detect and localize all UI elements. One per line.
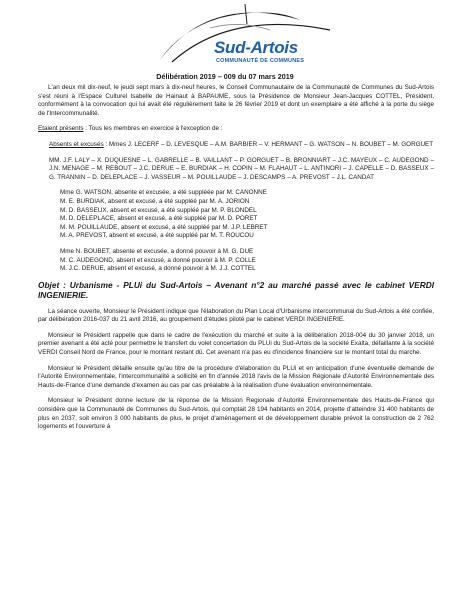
list-item: M. J.C. DERUE, absent et excusé, a donné pouvoir à M. J.J. COTTEL: [60, 265, 256, 273]
presents-label: Etaient présents: [38, 125, 84, 133]
objet-heading: Objet : Urbanisme - PLUi du Sud-Artois – Avenant n°2 au marché passé avec le cabinet VERDI INGENIERIE.: [38, 279, 434, 301]
list-item: Mme G. WATSON, absente et excusée, a été suppléée par M. CANONNE: [60, 189, 267, 197]
logo-name: Sud-Artois: [214, 38, 298, 57]
deliberation-title: Délibération 2019 – 009 du 07 mars 2019: [156, 72, 294, 81]
pouvoirs-list: [60, 248, 434, 274]
list-item: Mme N. BOUBET, absente et excusée, a donné pouvoir à M. G. DUE: [60, 247, 254, 255]
list-item: M. A. PREVOST, absent et excusé, a été suppléé par M. T. ROUCOU: [60, 232, 254, 240]
list-item: M. M. POUILLAUDE, absent et excusé, a été suppléé par M. J.P. LEBRET: [60, 223, 268, 231]
logo-subtitle: COMMUNAUTÉ DE COMMUNES: [216, 58, 305, 64]
paragraph: Monsieur le Président détaille ensuite qu'au titre de la procédure d'élaboration du PLUi et en anticipation d'une éventuelle demande de l'Autorité Environnementale, l'intercommunalité a sollicité en fin d'année 2018 l'avis de la Mission Régionale d'Autorité Environnementale des Hauts-de-France d'une demande d'examen au cas par cas préalable à la réalisation d'une évaluation environnementale.: [38, 364, 434, 389]
absents-label: Absents et excusés: [49, 140, 104, 148]
paragraph: Monsieur le Président donne lecture de la réponse de la Mission Regionale d'Autorité Environnementale des Hauts-de-France qui considère que la Communauté de Communes du Sud-Artois, qui comptait 28 194 habitants en 2014, projette d'atteindre 31 400 habitants de plus en 2037, soit environ 3 000 habitants de plus, le projet d'aménagement et de développement durable prévoit la construction de 2 762 logements et l'ouverture à: [38, 397, 434, 431]
list-item: M. D. DELEPLACE, absent et excusé, a été suppléé par M. D. PORET: [60, 215, 258, 223]
suppleances-list: [60, 189, 434, 241]
document-body: [38, 84, 434, 439]
list-item: M. D. BASSEUX, absent et excusé, a été suppléé par M. P. BLONDEL: [60, 206, 257, 214]
absents-text: : Mmes J. LECERF – D. LEVESQUE – A.M. BARBIER – V. HERMANT – G. WATSON – N. BOUBET – M. GORGUET: [103, 140, 434, 148]
presents-text: : Tous les membres en exercice à l'exception de :: [83, 125, 223, 133]
paragraph: La séance ouverte, Monsieur le Président indique que l'élaboration du Plan Local d'Urbanisme intercommunal du Sud-Artois a été confiée, par délibération 2016-037 du 21 avril 2016, au groupement d'études piloté par le cabinet VERDI INGENIERIE.: [38, 307, 434, 324]
absents-line: [49, 141, 434, 150]
messieurs-list: MM. J.F. LALY – X. DUQUESNE – L. GABRELLE – B. VAILLANT – P. GORGUET – B. BRONNIART – J.C. MAYEUX – C. AUDEGOND – J.N. MENAGE – M. REBOUT – J.C. DERUE – E. BURDIAK – H. COPIN – M. FLAHAUT – L. ANTINORI – J. CAPELLE – D. BASSEUX – G. TRANNIN – D. DELEPLACE – J. VASSEUR – M. POUILLAUDE – J. DESCAMPS – A. PREVOST – J.L. CANDAT: [49, 156, 434, 181]
list-item: M. E. BURDIAK, absent et excusé, a été suppléé par M. A. JORION: [60, 197, 250, 205]
intro-paragraph: L'an deux mil dix-neuf, le jeudi sept mars à dix-neuf heures, le Conseil Communautaire de la Communauté de Communes du Sud-Artois s'est réuni à l'Espace Culturel Isabelle de Hainaut à BAPAUME, sous la Présidence de Monsieur Jean-Jacques COTTEL, Président, conformément à la convocation qui lui avait été régulièrement faite le 26 février 2019 et dont un exemplaire a été affiché à la porte du siège de l'Intercommunalité.: [38, 84, 434, 117]
paragraph: Monsieur le Président rappelle que dans le cadre de l'exécution du marché et suite à la délibération 2018-004 du 30 janvier 2018, un premier avenant a été acté pour permettre le transfert du volet concertation du PLUi du Sud-Artois de la société Exalta, défaillante à la société VERDI Conseil Nord de France, pour le montant restant dû. Cet avenant n'a pas eu d'incidence financière sur le montant total du marche.: [38, 331, 434, 357]
presents-line: [38, 125, 434, 134]
list-item: M. C. AUDEGOND, absent et excusé, a donné pouvoir à M. P. COLLE: [60, 256, 256, 264]
